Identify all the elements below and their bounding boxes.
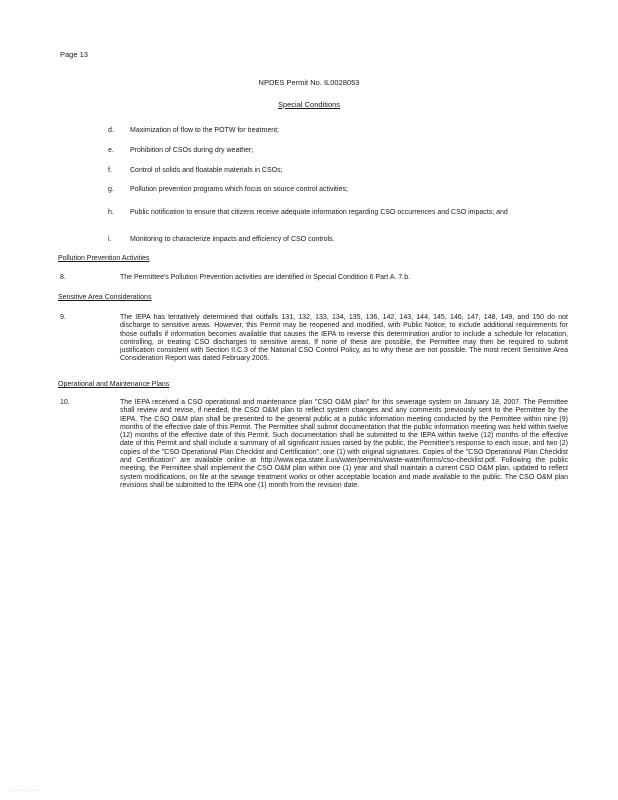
- page-number: Page 13: [60, 50, 88, 59]
- list-marker: f.: [108, 167, 112, 174]
- list-marker: i.: [108, 236, 112, 243]
- condition-number: 10.: [60, 399, 70, 406]
- condition-number: 8.: [60, 274, 66, 281]
- section-heading: Pollution Prevention Activities: [58, 255, 150, 262]
- list-text: Pollution prevention programs which focus on source control activities;: [130, 186, 348, 193]
- list-text: Control of solids and floatable materials in CSOs;: [130, 167, 283, 174]
- list-text: Prohibition of CSOs during dry weather;: [130, 147, 254, 154]
- list-marker: d.: [108, 127, 114, 134]
- condition-number: 9.: [60, 314, 66, 321]
- list-marker: h.: [108, 209, 114, 216]
- condition-text: The IEPA received a CSO operational and maintenance plan "CSO O&M plan" for this sewerage system on January 18, 2007. The Permittee shall review and revise, if needed, the CSO O&M plan to reflect system changes and any comments previously sent to the Permittee by the IEPA. The CSO O&M plan shall be presented to the general public at a public information meeting conducted by the Permittee within nine (9) months of the effective date of this Permit. The Permittee shall submit documentation that the public information meeting was held within twelve (12) months of the effective date of this Permit. Such documentation shall be submitted to the IEPA within twelve (12) months of the effective date of this Permit and shall include a summary of all significant issues raised by the public, the Permittee's response to each issue, and two (2) copies of the "CSO Operational Plan Checklist and Certification", one (1) with original signatures. Copies of the "CSO Operational Plan Checklist and Certification" are available online at http://www.epa.state.il.us/water/permits/waste-water/forms/cso-checklist.pdf. Following the public meeting, the Permittee shall implement the CSO O&M plan within one (1) year and shall maintain a current CSO O&M plan, updated to reflect system modifications, on file at the sewage treatment works or other acceptable location and made available to the public. The CSO O&M plan revisions shall be submitted to the IEPA one (1) month from the revision date.: [120, 399, 568, 489]
- permit-title: NPDES Permit No. IL0028053: [258, 78, 360, 87]
- footer-mark: · · · · · · · · · · · ·: [8, 788, 40, 793]
- list-text: Monitoring to characterize impacts and efficiency of CSO controls.: [130, 236, 335, 243]
- list-text: Maximization of flow to the POTW for treatment;: [130, 127, 279, 134]
- list-marker: g.: [108, 186, 114, 193]
- section-heading: Operational and Maintenance Plans: [58, 381, 170, 388]
- list-marker: e.: [108, 147, 114, 154]
- section-title: Special Conditions: [277, 100, 341, 109]
- section-heading: Sensitive Area Considerations: [58, 294, 152, 301]
- list-text: Public notification to ensure that citizens receive adequate information regarding CSO occurrences and CSO impacts; and: [130, 209, 508, 216]
- condition-text: The IEPA has tentatively determined that outfalls 131, 132, 133, 134, 135, 136, 142, 143, 144, 145, 146, 147, 148, 149, and 150 do not discharge to sensitive areas. However, this Permit may be reopened and modified, with Public Notice, to include additional requirements for those outfalls if information becomes available that causes the IEPA to reverse this determination and/or to include a schedule for relocation, controlling, or treating CSO discharges to sensitive areas. If none of these are possible, the Permittee may then be required to submit justification consistent with Section II.C.3 of the National CSO Control Policy, as to why these are not possible. The most recent Sensitive Area Consideration Report was dated February 2005.: [120, 314, 568, 363]
- condition-text: The Permittee's Pollution Prevention activities are identified in Special Condition 6 Part A. 7.b.: [120, 274, 411, 281]
